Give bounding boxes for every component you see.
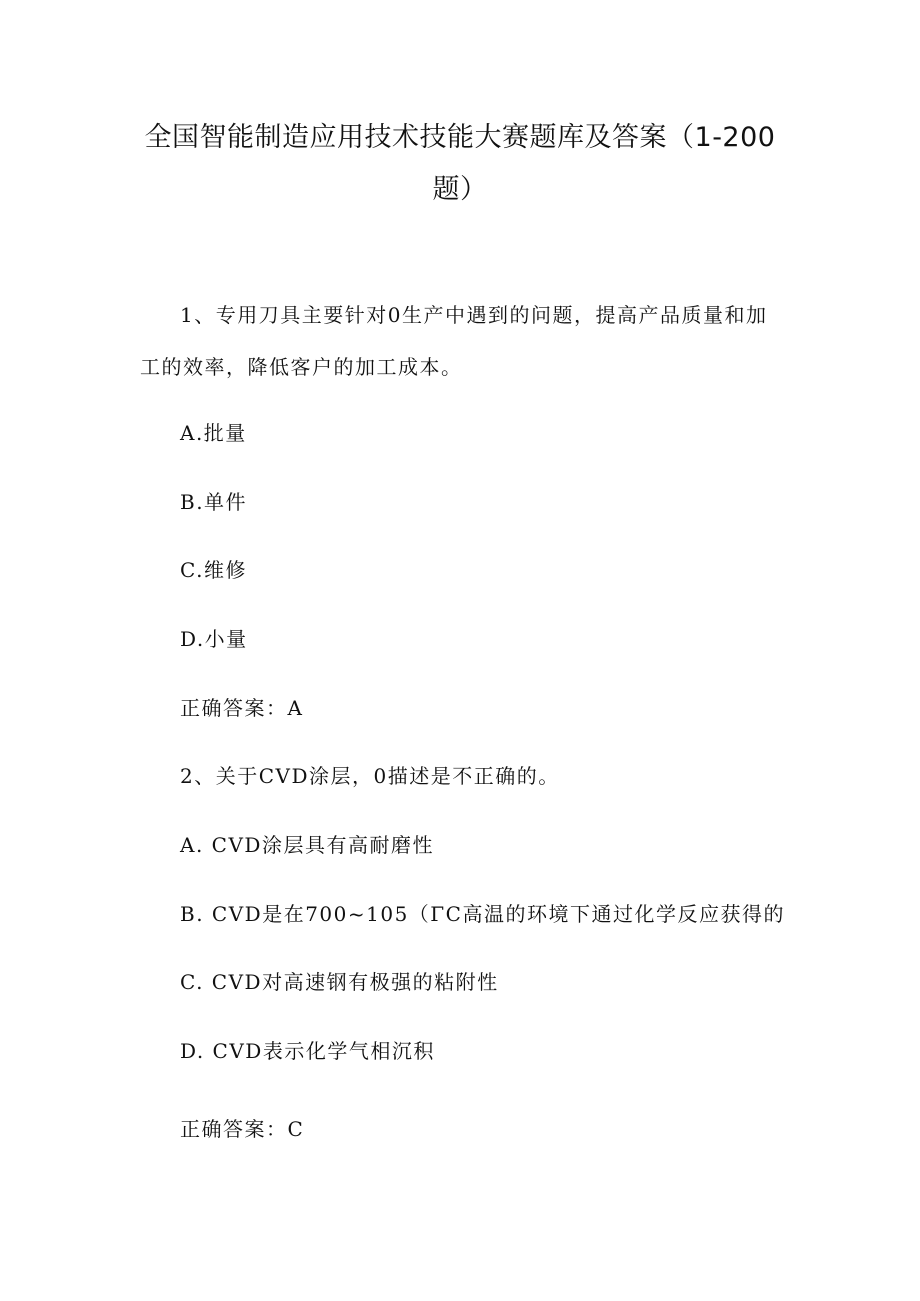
question-2-option-d: D. CVD表示化学气相沉积 — [180, 1039, 435, 1063]
document-title: 全国智能制造应用技术技能大赛题库及答案（1-200题） — [144, 122, 776, 205]
question-2-option-a: A. CVD涂层具有高耐磨性 — [180, 833, 434, 857]
question-2-answer: 正确答案：C — [180, 1117, 305, 1141]
question-1-option-d: D.小量 — [180, 627, 248, 651]
question-1-option-b: B.单件 — [180, 490, 248, 514]
question-1-answer: 正确答案：A — [180, 696, 304, 720]
question-2-stem: 2、关于CVD涂层，0描述是不正确的。 — [180, 764, 560, 788]
question-2-option-c: C. CVD对高速钢有极强的粘附性 — [180, 970, 499, 994]
question-1-stem: 1、专用刀具主要针对0生产中遇到的问题，提高产品质量和加工的效率，降低客户的加工成本。 — [140, 303, 768, 379]
question-1-option-c: C.维修 — [180, 558, 247, 582]
question-2-option-b: B. CVD是在700~105（ΓC高温的环境下通过化学反应获得的 — [180, 902, 785, 926]
question-1-option-a: A.批量 — [180, 421, 247, 445]
